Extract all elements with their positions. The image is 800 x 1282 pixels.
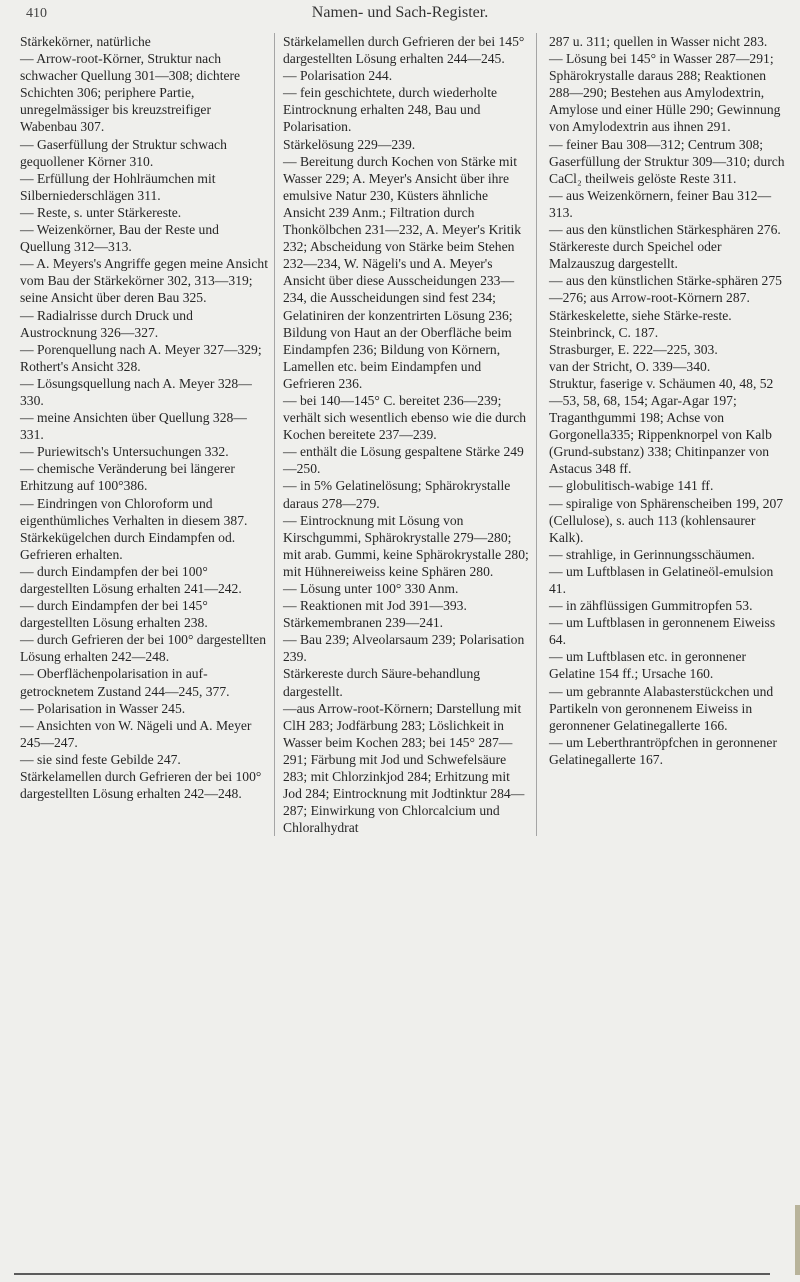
index-entry: — durch Gefrieren der bei 100° dargestellten Lösung erhalten 242—248. — [20, 632, 267, 665]
index-entry: — Ansichten von W. Nägeli und A. Meyer 245—247. — [20, 717, 252, 750]
index-entry: — Polarisation in Wasser 245. — [20, 700, 186, 716]
index-entry: Stärkelösung 229—239. — [283, 136, 416, 152]
index-entry: — Oberflächenpolarisation in auf-getrocknetem Zustand 244—245, 377. — [20, 666, 230, 699]
index-entry: — Erfüllung der Hohlräumchen mit Silberniederschlägen 311. — [20, 170, 216, 203]
index-entry: — aus Weizenkörnern, feiner Bau 312—313. — [549, 187, 772, 220]
index-column-2 — [274, 33, 536, 836]
index-entry: Stärkekügelchen durch Eindampfen od. Gefrieren erhalten. — [20, 529, 236, 562]
index-entry: Stärkereste durch Säure-behandlung dargestellt. — [283, 666, 481, 699]
index-entry: — um Luftblasen in geronnenem Eiweiss 64. — [549, 615, 776, 648]
index-entry: Stärkekörner, natürliche — [20, 34, 151, 49]
index-entry: Steinbrinck, C. 187. — [549, 324, 659, 340]
index-entry: — feiner Bau 308—312; Centrum 308; Gaserfüllung der Struktur 309—310; durch CaCl₂ theilweis gelöste Reste 311. — [549, 136, 785, 186]
index-entry: — aus den künstlichen Stärkesphären 276. — [549, 222, 781, 238]
index-entry: — Polarisation 244. — [283, 68, 393, 84]
page-bottom-rule — [14, 1273, 770, 1275]
index-entry: — Radialrisse durch Druck und Austrocknung 326—327. — [20, 307, 193, 340]
index-entry: — in zähflüssigen Gummitropfen 53. — [549, 598, 753, 614]
page-edge-mark — [795, 1205, 800, 1275]
index-entry: — bei 140—145° C. bereitet 236—239; verhält sich wesentlich ebenso wie die durch Kochen bereitete 237—239. — [283, 392, 527, 443]
index-entry: van der Stricht, O. 339—340. — [549, 358, 711, 374]
index-entry: — Eintrocknung mit Lösung von Kirschgummi, Sphärokrystalle 279—280; mit arab. Gummi, keine Sphärokrystalle 280; mit Hühnereiweiss keine Sphären 280. — [283, 512, 529, 579]
index-entry: — Reste, s. unter Stärkereste. — [20, 204, 182, 220]
index-entry: — meine Ansichten über Quellung 328—331. — [20, 410, 247, 443]
running-title: Namen- und Sach-Register. — [311, 4, 489, 21]
index-entry: Stärkemembranen 239—241. — [283, 615, 444, 631]
index-entry: Stärkelamellen durch Gefrieren der bei 100° dargestellten Lösung erhalten 242—248. — [20, 769, 262, 802]
index-entry: Strasburger, E. 222—225, 303. — [549, 341, 718, 357]
index-entry: — Bereitung durch Kochen von Stärke mit Wasser 229; A. Meyer's Ansicht über ihre emulsive Natur 230, Küsters ähnliche Ansicht 239 Anm.; Filtration durch Thonkölbchen 231—232, A. Meyer's Kritik 232; Abscheidung von Stärke beim Stehen 232—234, W. Nägeli's und A. Meyer's Ansicht über diese Ausscheidungen 233—234, die Ausscheidungen sind fest 234; Gelatiniren der konzentrirten Lösung 236; Bildung von Haut an der Oberfläche beim Eindampfen 236; Bildung von Körnern, Lamellen etc. beim Eindampfen und Gefrieren 236. — [283, 153, 522, 391]
index-entry: — um Luftblasen etc. in geronnener Gelatine 154 ff.; Ursache 160. — [549, 649, 747, 682]
index-entry: — aus den künstlichen Stärke-sphären 275—276; aus Arrow-root-Körnern 287. — [549, 273, 782, 306]
index-entry: — Arrow-root-Körner, Struktur nach schwacher Quellung 301—308; dichtere Schichten 306; periphere Partie, unregelmässiger bis kreuzstreifiger Wabenbau 307. — [20, 51, 241, 135]
index-entry: — um Leberthrantröpfchen in geronnener Gelatinegallerte 167. — [549, 734, 777, 767]
index-entry: — Lösungsquellung nach A. Meyer 328—330. — [20, 375, 252, 408]
index-column-3 — [536, 33, 792, 836]
index-columns — [12, 33, 792, 836]
index-entry: — globulitisch-wabige 141 ff. — [549, 478, 714, 494]
index-entry: Stärkeskelette, siehe Stärke-reste. — [549, 307, 732, 323]
index-entry: 287 u. 311; quellen in Wasser nicht 283. — [549, 34, 768, 49]
index-entry: —aus Arrow-root-Körnern; Darstellung mit ClH 283; Jodfärbung 283; Löslichkeit in Wasser beim Kochen 283; bei 145° 287—291; Färbung mit Jod und Schwefelsäure 283; mit Chlorzinkjod 284; Erhitzung mit Jod 284; Eintrocknung mit Jodtinktur 284—287; Einwirkung von Chlorcalcium und Chloralhydrat — [283, 700, 525, 836]
index-entry: — sie sind feste Gebilde 247. — [20, 751, 181, 767]
index-entry: — Puriewitsch's Untersuchungen 332. — [20, 444, 229, 460]
index-entry: — enthält die Lösung gespaltene Stärke 249—250. — [283, 444, 524, 477]
index-entry: Stärkereste durch Speichel oder Malzauszug dargestellt. — [549, 239, 722, 272]
index-entry: — fein geschichtete, durch wiederholte Eintrocknung erhalten 248, Bau und Polarisation. — [283, 85, 498, 135]
index-entry: Stärkelamellen durch Gefrieren der bei 145° dargestellten Lösung erhalten 244—245. — [283, 34, 525, 67]
index-entry: — durch Eindampfen der bei 100° dargestellten Lösung erhalten 241—242. — [20, 563, 242, 596]
index-entry: — um Luftblasen in Gelatineöl-emulsion 41. — [549, 563, 774, 596]
index-entry: — spiralige von Sphärenscheiben 199, 207 (Cellulose), s. auch 113 (kohlensaurer Kalk). — [549, 495, 784, 545]
index-entry: — Lösung bei 145° in Wasser 287—291; Sphärokrystalle daraus 288; Reaktionen 288—290; Bestehen aus Amylodextrin, Amylose und einer Hülle 290; Gewinnung von Amylodextrin aus ihnen 291. — [549, 51, 781, 135]
index-entry: — chemische Veränderung bei längerer Erhitzung auf 100°386. — [20, 461, 235, 494]
index-entry: — A. Meyers's Angriffe gegen meine Ansicht vom Bau der Stärkekörner 302, 313—319; seine Ansicht über deren Bau 325. — [20, 256, 268, 306]
index-entry: — Reaktionen mit Jod 391—393. — [283, 598, 467, 614]
index-entry: — um gebrannte Alabasterstückchen und Partikeln von geronnenem Eiweiss in geronnener Gelatinegallerte 166. — [549, 683, 774, 733]
index-entry: — Bau 239; Alveolarsaum 239; Polarisation 239. — [283, 632, 525, 665]
index-entry: Struktur, faserige v. Schäumen 40, 48, 52—53, 58, 68, 154; Agar-Agar 197; Traganthgummi 198; Achse von Gorgonella335; Rippenknorpel von Kalb (Grund-substanz) 338; Chitinpanzer von Astacus 348 ff. — [549, 375, 774, 477]
index-column-1 — [12, 33, 274, 836]
index-entry: — Weizenkörner, Bau der Reste und Quellung 312—313. — [20, 222, 219, 255]
index-entry: — Gaserfüllung der Struktur schwach gequollener Körner 310. — [20, 136, 227, 169]
index-entry: — durch Eindampfen der bei 145° dargestellten Lösung erhalten 238. — [20, 598, 208, 631]
page-number: 410 — [26, 6, 47, 21]
index-entry: — strahlige, in Gerinnungsschäumen. — [549, 546, 755, 562]
index-entry: — Lösung unter 100° 330 Anm. — [283, 581, 459, 596]
index-entry: — Eindringen von Chloroform und eigenthümliches Verhalten in diesem 387. — [20, 495, 248, 528]
index-entry: — Porenquellung nach A. Meyer 327—329; Rothert's Ansicht 328. — [20, 341, 262, 374]
index-entry: — in 5% Gelatinelösung; Sphärokrystalle daraus 278—279. — [283, 478, 511, 511]
